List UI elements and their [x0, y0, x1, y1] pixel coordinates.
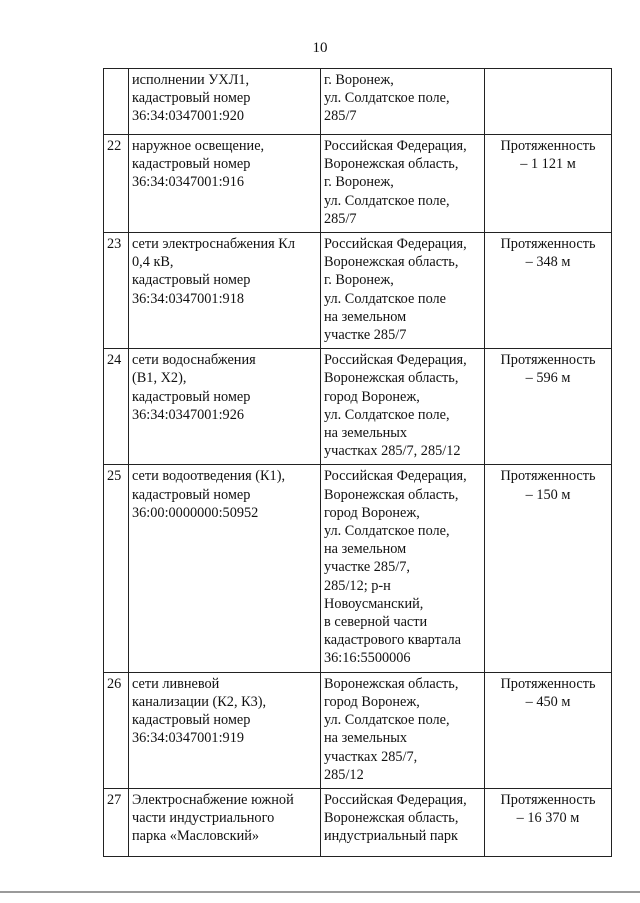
- object-name-cell: [129, 788, 321, 856]
- object-name-cell-line: части индустриального: [132, 810, 275, 827]
- length-cell-line: – 150 м: [525, 486, 571, 503]
- object-name-cell-line: 36:34:0347001:919: [132, 730, 244, 747]
- address-cell-line: на земельных: [324, 730, 408, 747]
- address-cell-line: 285/7: [324, 108, 357, 125]
- length-cell: [485, 349, 612, 465]
- address-cell-line: Российская Федерация,: [324, 352, 467, 369]
- length-cell-line: – 348 м: [525, 254, 571, 271]
- address-cell-line: на земельных: [324, 425, 408, 442]
- object-name-cell: [129, 349, 321, 465]
- row-number: 25: [104, 465, 129, 672]
- address-cell-line: Новоусманский,: [324, 595, 424, 612]
- length-cell-line: – 596 м: [525, 370, 571, 387]
- address-cell: [321, 69, 485, 135]
- address-cell-line: Воронежская область,: [324, 370, 459, 387]
- row-number: 22: [104, 135, 129, 233]
- length-cell: [485, 788, 612, 856]
- object-name-cell-line: кадастровый номер: [132, 388, 251, 405]
- length-cell: [485, 672, 612, 788]
- address-cell-line: в северной части: [324, 614, 428, 631]
- object-name-cell: [129, 465, 321, 672]
- object-name-cell-line: сети водоснабжения: [132, 352, 256, 369]
- address-cell-line: Воронежская область,: [324, 486, 459, 503]
- object-name-cell-line: 36:34:0347001:926: [132, 406, 244, 423]
- table-row: [104, 69, 612, 135]
- object-name-cell-line: (В1, Х2),: [132, 370, 187, 387]
- table-row: [104, 135, 612, 233]
- address-cell: [321, 349, 485, 465]
- bottom-divider: [0, 891, 640, 893]
- address-cell: [321, 135, 485, 233]
- address-cell-line: на земельном: [324, 308, 407, 325]
- object-name-cell-line: сети водоотведения (К1),: [132, 468, 286, 485]
- row-number: 24: [104, 349, 129, 465]
- address-cell: [321, 672, 485, 788]
- object-name-cell-line: 0,4 кВ,: [132, 254, 174, 271]
- address-cell: [321, 233, 485, 349]
- address-cell-line: Российская Федерация,: [324, 468, 467, 485]
- table-row: [104, 349, 612, 465]
- address-cell-line: 285/7: [324, 210, 357, 227]
- address-cell-line: г. Воронеж,: [324, 272, 394, 289]
- object-name-cell-line: кадастровый номер: [132, 712, 251, 729]
- object-name-cell: [129, 672, 321, 788]
- row-number: 26: [104, 672, 129, 788]
- address-cell-line: ул. Солдатское поле: [324, 290, 447, 307]
- length-cell: [485, 233, 612, 349]
- address-cell-line: кадастрового квартала: [324, 632, 461, 649]
- address-cell-line: 285/12; р-н: [324, 577, 391, 594]
- address-cell-line: ул. Солдатское поле,: [324, 90, 450, 107]
- length-cell-line: – 450 м: [525, 693, 571, 710]
- table-body: [104, 69, 612, 857]
- objects-table: [103, 68, 612, 857]
- object-name-cell-line: кадастровый номер: [132, 486, 251, 503]
- table-row: [104, 672, 612, 788]
- address-cell-line: город Воронеж,: [324, 504, 420, 521]
- length-cell-line: Протяженность: [500, 675, 596, 692]
- address-cell-line: 36:16:5500006: [324, 650, 411, 667]
- object-name-cell-line: кадастровый номер: [132, 156, 251, 173]
- page-number: 10: [312, 40, 328, 56]
- object-name-cell-line: Электроснабжение южной: [132, 791, 294, 808]
- object-name-cell-line: кадастровый номер: [132, 90, 251, 107]
- object-name-cell-line: сети ливневой: [132, 675, 220, 692]
- address-cell-line: ул. Солдатское поле,: [324, 406, 450, 423]
- address-cell-line: Российская Федерация,: [324, 236, 467, 253]
- address-cell-line: Воронежская область,: [324, 810, 459, 827]
- object-name-cell-line: исполнении УХЛ1,: [132, 72, 250, 88]
- length-cell-line: Протяженность: [500, 138, 596, 154]
- object-name-cell-line: 36:34:0347001:916: [132, 174, 244, 191]
- row-number: [104, 69, 129, 135]
- address-cell-line: город Воронеж,: [324, 693, 420, 710]
- address-cell: [321, 465, 485, 672]
- table-row: [104, 465, 612, 672]
- object-name-cell-line: 36:34:0347001:918: [132, 290, 244, 307]
- address-cell-line: участках 285/7, 285/12: [324, 443, 461, 460]
- address-cell-line: участках 285/7,: [324, 748, 418, 765]
- length-cell-line: Протяженность: [500, 791, 596, 808]
- address-cell-line: ул. Солдатское поле,: [324, 192, 450, 209]
- address-cell-line: ул. Солдатское поле,: [324, 712, 450, 729]
- address-cell-line: участке 285/7,: [324, 559, 410, 576]
- length-cell-line: – 16 370 м: [516, 810, 580, 827]
- length-cell: [485, 465, 612, 672]
- object-name-cell: [129, 233, 321, 349]
- object-name-cell-line: 36:00:0000000:50952: [132, 504, 259, 521]
- address-cell-line: Воронежская область,: [324, 675, 459, 692]
- length-cell-line: Протяженность: [500, 236, 596, 253]
- table-row: [104, 233, 612, 349]
- object-name-cell-line: канализации (К2, К3),: [132, 693, 267, 710]
- length-cell: [485, 135, 612, 233]
- length-cell-line: Протяженность: [500, 352, 596, 369]
- object-name-cell-line: 36:34:0347001:920: [132, 108, 244, 125]
- address-cell-line: Российская Федерация,: [324, 791, 467, 808]
- address-cell-line: Воронежская область,: [324, 156, 459, 173]
- object-name-cell: [129, 135, 321, 233]
- address-cell-line: г. Воронеж,: [324, 72, 394, 88]
- object-name-cell-line: кадастровый номер: [132, 272, 251, 289]
- table-row: [104, 788, 612, 856]
- address-cell: [321, 788, 485, 856]
- length-cell-line: Протяженность: [500, 468, 596, 485]
- address-cell-line: город Воронеж,: [324, 388, 420, 405]
- row-number: 27: [104, 788, 129, 856]
- address-cell-line: участке 285/7: [324, 327, 407, 344]
- address-cell-line: ул. Солдатское поле,: [324, 523, 450, 540]
- address-cell-line: г. Воронеж,: [324, 174, 394, 191]
- object-name-cell-line: наружное освещение,: [132, 138, 265, 154]
- object-name-cell-line: сети электроснабжения Кл: [132, 236, 295, 253]
- address-cell-line: Российская Федерация,: [324, 138, 467, 154]
- address-cell-line: Воронежская область,: [324, 254, 459, 271]
- length-cell: [485, 69, 612, 135]
- row-number: 23: [104, 233, 129, 349]
- address-cell-line: на земельном: [324, 541, 407, 558]
- object-name-cell: [129, 69, 321, 135]
- address-cell-line: индустриальный парк: [324, 828, 458, 845]
- length-cell-line: – 1 121 м: [520, 156, 576, 173]
- object-name-cell-line: парка «Масловский»: [132, 828, 260, 845]
- address-cell-line: 285/12: [324, 766, 364, 783]
